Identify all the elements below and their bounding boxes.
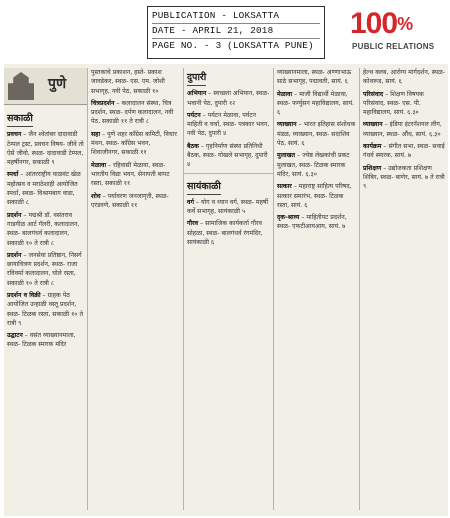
publication-line: PUBLICATION - LOKSATTA [152,9,320,24]
clipping-column-3 [184,68,274,510]
event-item: बैठक – गृहनिर्माण संस्था प्रतिनिधी बैठक, स्थळ- गोखले सभागृह, दुपारी ४ [187,142,268,169]
section-divider [184,173,273,174]
event-item: अभियान – स्वच्छता अभियान, स्थळ- भवानी पेठ, दुपारी १२ [187,90,270,107]
clipping-column-2 [88,68,184,510]
event-item: गौरव – सामाजिक कार्यकर्ता गौरव सोहळा, स्थळ- बालगंधर्व रंगमंदिर, सायंकाळी ६ [187,220,263,247]
event-item: व्याख्यान – इंडिया इंटरनॅशनल लीग, व्याख्यान, स्थळ- औंध, सायं. ६.३० [363,121,442,138]
section-heading: सकाळी [7,112,33,127]
event-item: प्रवचन – जैन श्वेतांबर दादावाडी टेम्पल ट्रस्ट, प्रवचन विषय- जीवे तो ऐसे जीवो, स्थळ- दादावाडी टेम्पल, महर्षीनगर, सकाळी ९ [7,131,84,167]
clipping-column-4 [274,68,360,510]
event-item: परिसंवाद – शिक्षण विषयक परिसंवाद, स्थळ- एस. पी. महाविद्यालय, सायं. ६.३० [363,90,424,117]
event-item: प्रदर्शन व विक्री – ग्राहक पेठ आयोजित उन्हाळी वस्तू प्रदर्शन, स्थळ- टिळक रस्ता, सकाळी १० ते रात्री ९ [7,292,84,327]
event-item: सहा – पुणे शहर कॉंग्रेस कमिटी, विचार मंथन, स्थळ- कॉंग्रेस भवन, शिवाजीनगर, सकाळी ११ [91,130,177,157]
event-item: मेळावा – माजी विद्यार्थी मेळावा, स्थळ- फर्ग्युसन महाविद्यालय, सायं. ६ [277,90,355,117]
clipping-column-5 [360,68,448,510]
event-item: कार्यक्रम – संगीत सभा, स्थळ- सवाई गंधर्व स्मारक, सायं. ७ [363,143,445,160]
event-item: चित्रप्रदर्शन – कलादालन संस्था, चित्र प्रदर्शन, स्थळ- दर्पण कलादालन, नवी पेठ, सकाळी ११ ते रात्री ८ [91,99,174,126]
page-number-line: PAGE NO. - 3 (LOKSATTA PUNE) [152,40,314,51]
logo-number: 100% [350,7,413,40]
newspaper-clipping [4,64,448,516]
event-item: शोध – पर्यावरण जनजागृती, स्थळ- एरंडवणे, सकाळी ११ [91,192,169,209]
event-item: प्रशिक्षण – उद्योजकता प्रशिक्षण शिबिर, स्थळ- बाणेर, सायं. ७ ते रात्री ९ [363,164,445,191]
event-item: पर्यटन – पर्यटन मेळावा, पर्यटन माहिती व चर्चा, स्थळ- पत्रकार भवन, नवी पेठ, दुपारी ४ [187,111,270,138]
company-logo [350,8,440,58]
event-item: प्रदर्शन – जनसेवा प्रतिष्ठान, निसर्ग छायाचित्रण प्रदर्शन, स्थळ- राजा रविवर्मा कलादालन, घोले रस्ता, सकाळी १० ते रात्री ८ [7,251,82,287]
section-heading: सायंकाळी [187,180,221,195]
logo-tagline: PUBLIC RELATIONS [352,42,435,51]
event-item: हेल्थ क्लब, आरोग्य मार्गदर्शन, स्थळ- कोथरूड, सायं. ६ [363,69,445,86]
publication-info-box [147,6,325,59]
section-heading: दुपारी [187,71,206,86]
event-item: व्याख्यान – भारत इतिहास संशोधक मंडळ, व्याख्यान, स्थळ- सदाशिव पेठ, सायं. ६ [277,121,356,148]
event-item: पुस्तकाचे प्रकाशन, हस्ते- प्रकाश जावडेकर, स्थळ- एस. एम. जोशी सभागृह, नवी पेठ, सकाळी १० [91,69,165,95]
building-icon [8,72,34,100]
event-item: मुलाखत – ज्येष्ठ लेखकांची प्रकट मुलाखत, स्थळ- टिळक स्मारक मंदिर, सायं. ६.३० [277,152,350,178]
event-item: उद्घाटन – वसंत व्याख्यानमाला, स्थळ- टिळक स्मारक मंदिर [7,332,76,349]
event-item: स्पर्धा – आंतरराष्ट्रीय वाळवंट खेळ महोत्सव व मराठेशाही आयोजित स्पर्धा, स्थळ- विश्रामबाग वाडा, सकाळी ८ [7,171,81,207]
clipping-column-1 [4,68,88,510]
section-masthead [4,68,87,105]
event-item: व्याख्यानमाला, स्थळ- अण्णाभाऊ साठे सभागृह, पद्मावती, सायं. ६ [277,69,352,86]
event-item: वर्ग – योग व ध्यान वर्ग, स्थळ- महर्षी कर्वे सभागृह, सायंकाळी ५ [187,198,269,216]
event-item: प्रदर्शन – पद्मश्री डॉ. वसंतराव गाडगीळ आर्ट गॅलरी, कलादालन, स्थळ- बालगंधर्व कलादालन, सकाळी १० ते रात्री ८ [7,211,80,247]
event-item: सत्कार – महाराष्ट्र साहित्य परिषद, सत्कार समारंभ, स्थळ- टिळक रस्ता, सायं. ६ [277,183,352,209]
date-line: DATE - APRIL 21, 2018 [152,24,320,39]
event-item: दृक-श्राव्य – माहितीपट प्रदर्शन, स्थळ- एफटीआयआय, सायं. ७ [277,214,347,231]
event-item: मेळावा – रहिवासी मेळावा, स्थळ- भारतीय विद्या भवन, सेनापती बापट रस्ता, सकाळी ११ [91,161,170,188]
section-title: पुणे [48,76,67,92]
